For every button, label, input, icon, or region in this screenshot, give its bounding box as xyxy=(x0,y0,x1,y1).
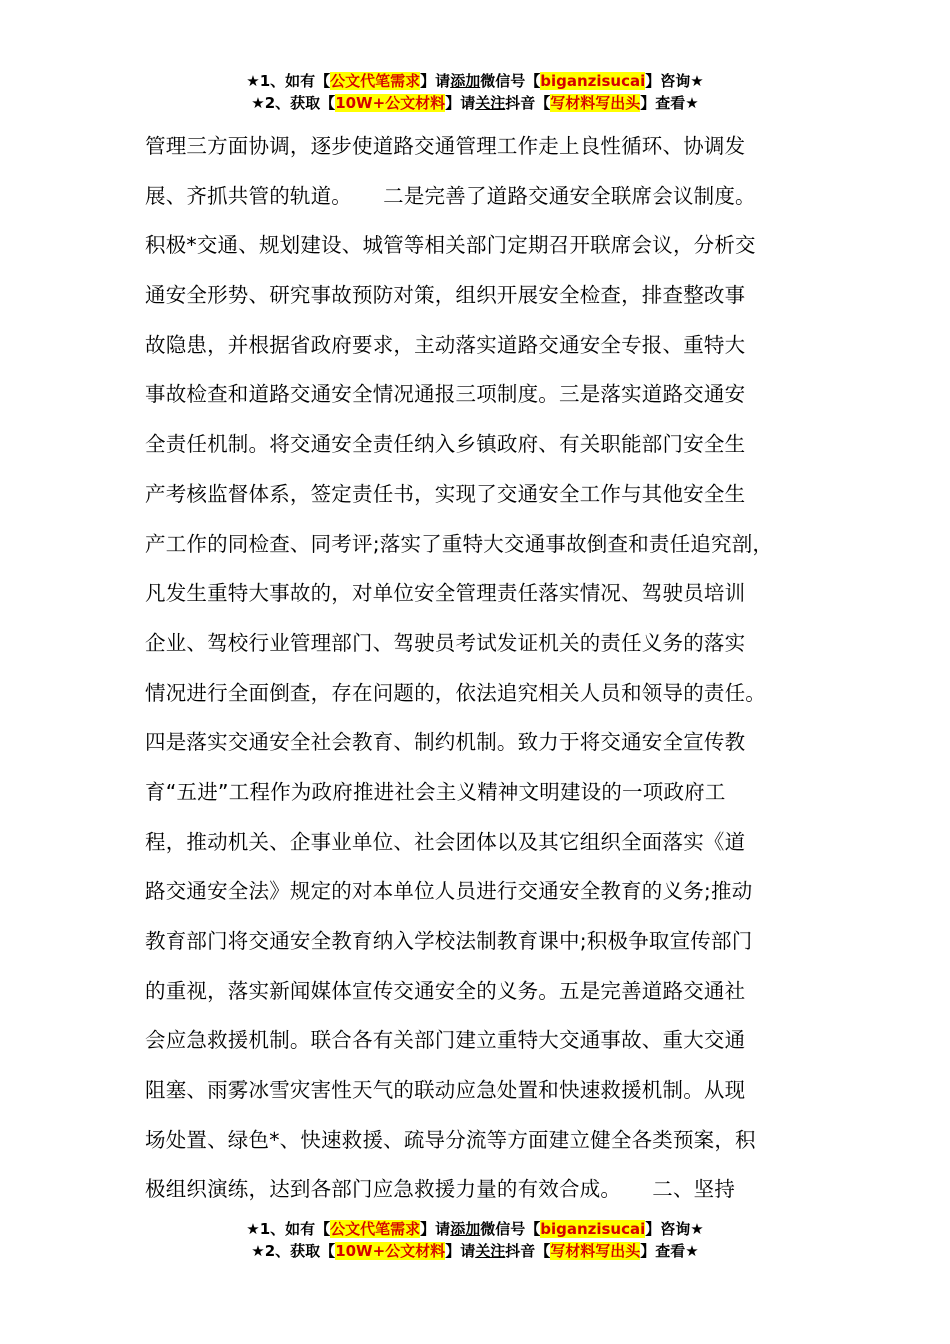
body-line: 事故检查和道路交通安全情况通报三项制度。三是落实道路交通安 xyxy=(145,382,746,407)
body-line: 情况进行全面倒查，存在问题的，依法追究相关人员和领导的责任。 xyxy=(145,680,766,705)
header-banner xyxy=(0,70,950,114)
footer-line2-suffix: 】查看★ xyxy=(640,1242,699,1260)
header-line2-suffix: 】查看★ xyxy=(640,94,699,112)
body-line: 程，推动机关、企事业单位、社会团体以及其它组织全面落实《道 xyxy=(145,829,746,854)
header-line-1 xyxy=(0,70,950,92)
footer-line2-highlight-2: 写材料写出头 xyxy=(550,1242,641,1260)
body-line: 场处置、绿色*、快速救援、疏导分流等方面建立健全各类预案，积 xyxy=(145,1127,756,1152)
header-line2-middle-b: 抖音【 xyxy=(505,94,551,112)
footer-line1-suffix: 】咨询★ xyxy=(645,1220,704,1238)
body-line: 凡发生重特大事故的，对单位安全管理责任落实情况、驾驶员培训 xyxy=(145,581,746,606)
header-line2-highlight-1: 10W+公文材料 xyxy=(335,94,446,112)
header-line2-middle-a: 】请 xyxy=(445,94,476,112)
footer-line2-middle-a: 】请 xyxy=(445,1242,476,1260)
header-line2-underlined: 关注 xyxy=(475,94,506,112)
footer-line2-middle-b: 抖音【 xyxy=(505,1242,551,1260)
header-line1-middle-b: 微信号【 xyxy=(480,72,541,90)
body-line: 路交通安全法》规定的对本单位人员进行交通安全教育的义务;推动 xyxy=(145,879,753,904)
document-body xyxy=(145,122,825,1215)
footer-line1-middle-a: 】请 xyxy=(420,1220,451,1238)
footer-banner xyxy=(0,1218,950,1262)
footer-line-1 xyxy=(0,1218,950,1240)
body-line: 故隐患，并根据省政府要求，主动落实道路交通安全专报、重特大 xyxy=(145,332,746,357)
header-line2-highlight-2: 写材料写出头 xyxy=(550,94,641,112)
body-line: 教育部门将交通安全教育纳入学校法制教育课中;积极争取宣传部门 xyxy=(145,929,753,953)
header-line1-highlight-1: 公文代笔需求 xyxy=(330,72,421,90)
header-line-2 xyxy=(0,92,950,114)
body-line: 展、齐抓共管的轨道。 二是完善了道路交通安全联席会议制度。 xyxy=(145,183,756,208)
body-line: 产工作的同检查、同考评;落实了重特大交通事故倒查和责任追究剖， xyxy=(145,531,774,556)
footer-line-2 xyxy=(0,1240,950,1262)
footer-line2-underlined: 关注 xyxy=(475,1242,506,1260)
header-line1-middle-a: 】请 xyxy=(420,72,451,90)
body-line: 积极*交通、规划建设、城管等相关部门定期召开联席会议，分析交 xyxy=(145,233,756,258)
header-line1-highlight-2: biganzisucai xyxy=(540,72,646,90)
body-line: 会应急救援机制。联合各有关部门建立重特大交通事故、重大交通 xyxy=(145,1028,746,1053)
footer-line2-prefix: ★2、获取【 xyxy=(251,1242,336,1260)
body-line: 管理三方面协调，逐步使道路交通管理工作走上良性循环、协调发 xyxy=(145,134,746,158)
footer-line1-highlight-2: biganzisucai xyxy=(540,1220,646,1238)
footer-line1-prefix: ★1、如有【 xyxy=(246,1220,331,1238)
body-line: 阻塞、雨雾冰雪灾害性天气的联动应急处置和快速救援机制。从现 xyxy=(145,1078,746,1103)
body-line: 的重视，落实新闻媒体宣传交通安全的义务。五是完善道路交通社 xyxy=(145,978,746,1003)
body-line: 产考核监督体系，签定责任书，实现了交通安全工作与其他安全生 xyxy=(145,481,746,506)
footer-line2-highlight-1: 10W+公文材料 xyxy=(335,1242,446,1260)
header-line1-prefix: ★1、如有【 xyxy=(246,72,331,90)
body-line: 极组织演练，达到各部门应急救援力量的有效合成。 二、坚持 xyxy=(145,1177,736,1202)
footer-line1-middle-b: 微信号【 xyxy=(480,1220,541,1238)
body-line: 四是落实交通安全社会教育、制约机制。致力于将交通安全宣传教 xyxy=(145,730,746,755)
header-line1-underlined: 添加 xyxy=(450,72,481,90)
footer-line1-highlight-1: 公文代笔需求 xyxy=(330,1220,421,1238)
footer-line1-underlined: 添加 xyxy=(450,1220,481,1238)
header-line2-prefix: ★2、获取【 xyxy=(251,94,336,112)
body-line: 通安全形势、研究事故预防对策，组织开展安全检查，排查整改事 xyxy=(145,283,746,308)
body-line: 全责任机制。将交通安全责任纳入乡镇政府、有关职能部门安全生 xyxy=(145,432,746,457)
header-line1-suffix: 】咨询★ xyxy=(645,72,704,90)
body-line: 企业、驾校行业管理部门、驾驶员考试发证机关的责任义务的落实 xyxy=(145,630,746,655)
body-line: 育“五进”工程作为政府推进社会主义精神文明建设的一项政府工 xyxy=(145,779,726,804)
